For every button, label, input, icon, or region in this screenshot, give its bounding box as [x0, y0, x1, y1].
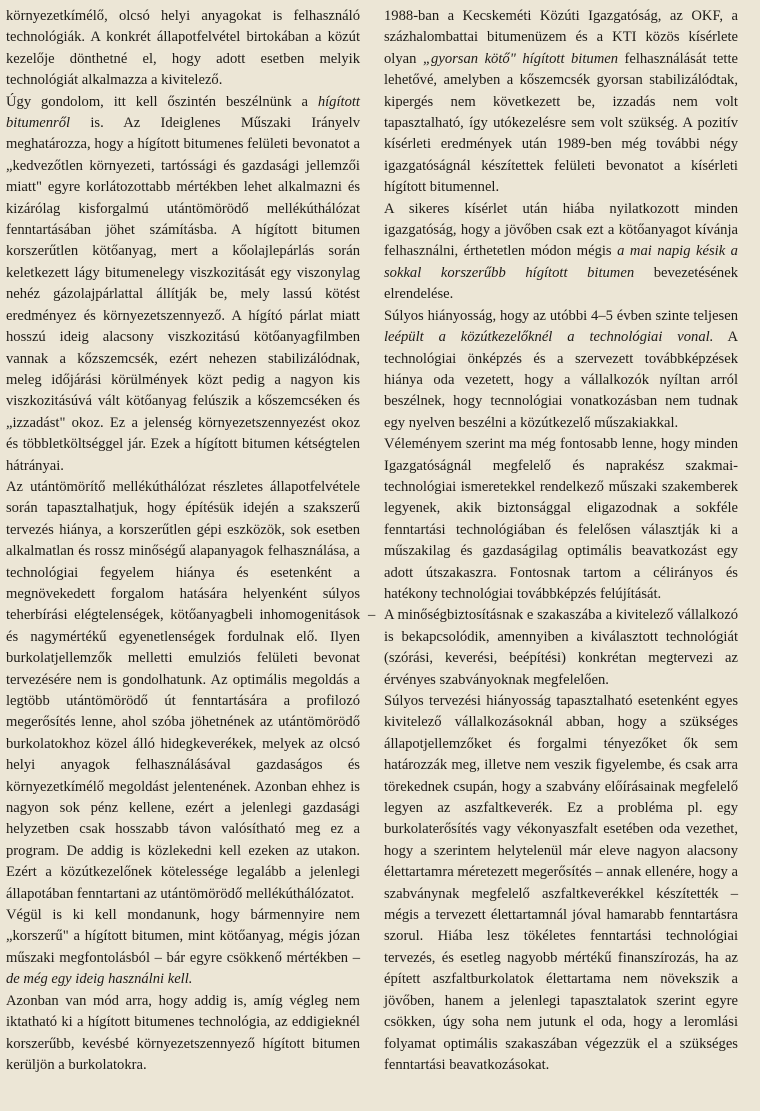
paragraph [6, 905, 360, 991]
text-run: Végül is ki kell mondanunk, hogy bármennyire nem „korszerű" a hígított bitumen, mint kötőanyag, mégis józan műszaki megfontolásból – bár egyre csökkenő mértékben – [6, 907, 360, 966]
text-run: felhasználását tette lehetővé, amelyben a kőszemcsék gyorsan stabilizálódtak, kipergés nem következett be, izzadás nem volt tapasztalható, így utókezelésre sem volt szükség. A pozitív kísérleti eredmények után 1989-ben még további négy igazgatóságnál készítettek felületi bevonatot a kísérleti hígított bitumennel. [384, 50, 738, 196]
text-run: Súlyos hiányosság, hogy az utóbbi 4–5 évben szinte teljesen [384, 307, 738, 324]
text-run: Úgy gondolom, itt kell őszintén beszélnünk a [6, 93, 318, 110]
paragraph: Súlyos tervezési hiányosság tapasztalható esetenként egyes kivitelező vállalkozásoknál abban, hogy a szükséges állapotjellemzőket és forgalmi tényezőket ők sem határozzák meg, illetve nem veszik figyelembe, és csak arra törekednek csupán, hogy a szabvány előírásainak megfelelő legyen az aszfaltkeverék. Ez a probléma pl. egy burkolaterősítés vagy vékonyaszfalt esetében oda vezethet, hogy a szerintem helytelenül már eleve nagyon alacsony élettartamra méretezett megerősítés – annak ellenére, hogy a szabványnak megfelelő aszfaltkeverékkel készítették – mégis a tervezett élettartamnál jóval hamarabb fenntartásra szorul. Hiába lesz tökéletes fenntartási technológiai tervezés, és esetleg nagyobb mértékű finanszírozás, ha az épített aszfaltburkolatok élettartama nem növekszik a jövőben, hanem a jelenlegi tapasztalatok szerint egyre csökken, úgy soha nem jutunk el oda, hogy a leromlási folyamat optimális szakaszában végezzük el a szükséges fenntartási beavatkozásokat. [384, 693, 738, 1073]
paragraph: Az utántömörítő mellékúthálózat részletes állapotfelvétele során tapasztalhatjuk, hogy építésük idején a szakszerű tervezés hiánya, a korszerűtlen gépi eszközök, sok esetben alkalmatlan és rossz minőségű alapanyagok felhasználása, a technológiai fegyelem hiánya és esetenként a megnövekedett forgalom hatására helyenként súlyos teherbírási elégtelenségek, kötőanyagbeli inhomogenitások és nagymértékű egyenetlenségek fordulnak elő. Ilyen burkolatjellemzők melletti emulziós felületi bevonat tervezésére nem is gondolhatunk. Az optimális megoldás a legtöbb utántömörödő út fenntartására a profilozó megerősítés lenne, ahol szóba jöhetnének az utántömörödő burkolatokhoz közel álló hidegkeverékek, melyek az olcsó helyi anyagok felhasználásával gazdaságos és környezetkímélő megoldást jelentenének. Azonban ehhez is nagyon sok pénz kellene, ezért a jelenlegi gazdasági helyzetben csak hosszabb távon valósítható meg ez a program. De addig is közlekedni kell ezeken az utakon. Ezért a közútkezelőnek kötelessége legalább a jelenlegi állapotában fenntartani az utántömörödő mellékúthálózatot. [6, 478, 360, 902]
paragraph: környezetkímélő, olcsó helyi anyagokat is felhasználó technológiák. A konkrét állapotfelvétel birtokában a közút kezelője dönthetné el, hogy adott esetben melyik technológiát alkalmazza a kivitelező. [6, 8, 360, 89]
paragraph: Véleményem szerint ma még fontosabb lenne, hogy minden Igazgatóságnál megfelelő és naprakész szakmai-technológiai ismeretekkel rendelkező műszaki szakemberek legyenek, akik biztonsággal eligazodnak a sokféle fenntartási technológiában és felelősen választják ki a műszakilag és gazdaságilag optimális beavatkozást egy adott útszakaszra. Fontosnak tartom a célirányos és hatékony technológiai továbbképzés felújítását. [384, 436, 738, 602]
text-run: A sikeres kísérlet után hiába nyilatkozott minden igazgatóság, hogy a jövőben csak ezt a kötőanyagot kívánja felhasználni, érthetetlen módon mégis [384, 200, 738, 260]
emphasis: a mai napig késik a sokkal korszerűbb hígított bitumen [384, 243, 738, 281]
dash-marker: – [368, 607, 376, 624]
emphasis: „gyorsan kötő" hígított bitumen [422, 50, 619, 67]
emphasis: leépült a közútkezelőknél a technológiai vonal. [384, 329, 714, 346]
paragraph [6, 92, 360, 477]
text-run: is. Az Ideiglenes Műszaki Irányelv meghatározza, hogy a hígított bitumenes felületi bevonatot a „kedvezőtlen környezeti, tartóssági és gazdasági jellemzői miatt" egyre korlátozottabb mértékben lehet alkalmazni és kizárólag kisforgalmú utántömörödő mellékúthálózat fenntartásában jöhet számításba. A hígított bitumen korszerűtlen kötőanyag, mert a kőolajlepárlás során keletkezett lágy bitumenelegy viszkozitását egy viszonylag nehéz gázolajpárlattal állítják be, mely lassú kötést eredményez és környezetszennyező. A hígító párlat miatt hosszú ideig alacsony viszkozitású kötőanyagfilmben vannak a kőzszemcsék, ezért nehezen stabilizálódnak, meleg időjárási körülmények közt pedig a nagyon kis viszkozitásúvá vált kötőanyag felúszik a kőszemcséken és „izzadást" okoz. Ez a jelenség környezetszennyezést okoz és többletköltséggel jár. Ezek a hígított bitumen kétségtelen hátrányai. [6, 115, 360, 474]
text-run: 1988-ban a Kecskeméti Közúti Igazgatóság, az OKF, a százhalombattai bitumenüzem és a KTI közös kísérlete olyan [384, 8, 738, 67]
dash-list-item [368, 605, 738, 691]
paragraph [384, 199, 738, 306]
text-run: A technológiai önképzés és a szervezett továbbképzések hiánya oda vezetett, hogy a vállalkozók nyíltan arról beszélnek, hogy tecnnológiai vonatkozásban nem tudnak egy nyelven beszélni a közútkezelő műszakiakkal. [384, 329, 738, 431]
paragraph: Azonban van mód arra, hogy addig is, amíg végleg nem iktatható ki a hígított bitumenes technológia, az eddigieknél korszerűbb, kevésbé környezetszennyező hígított bitumen kerüljön a burkolatokra. [6, 992, 360, 1073]
text-run: bevezetésének elrendelése. [384, 264, 738, 303]
paragraph [384, 6, 738, 199]
right-column [368, 6, 738, 1111]
left-column [6, 6, 360, 1111]
emphasis: hígított bitumenről [6, 93, 360, 132]
emphasis: de még egy ideig használni kell. [6, 971, 193, 988]
text-run: A minőségbiztosításnak e szakaszába a kivitelező vállalkozó is bekapcsolódik, amennyiben a kiválasztott technológiát (szórási, keverési, beépítési) konkrétan megtervezi az érvényes szabványoknak megfelelően. [384, 607, 738, 688]
paragraph [384, 306, 738, 434]
